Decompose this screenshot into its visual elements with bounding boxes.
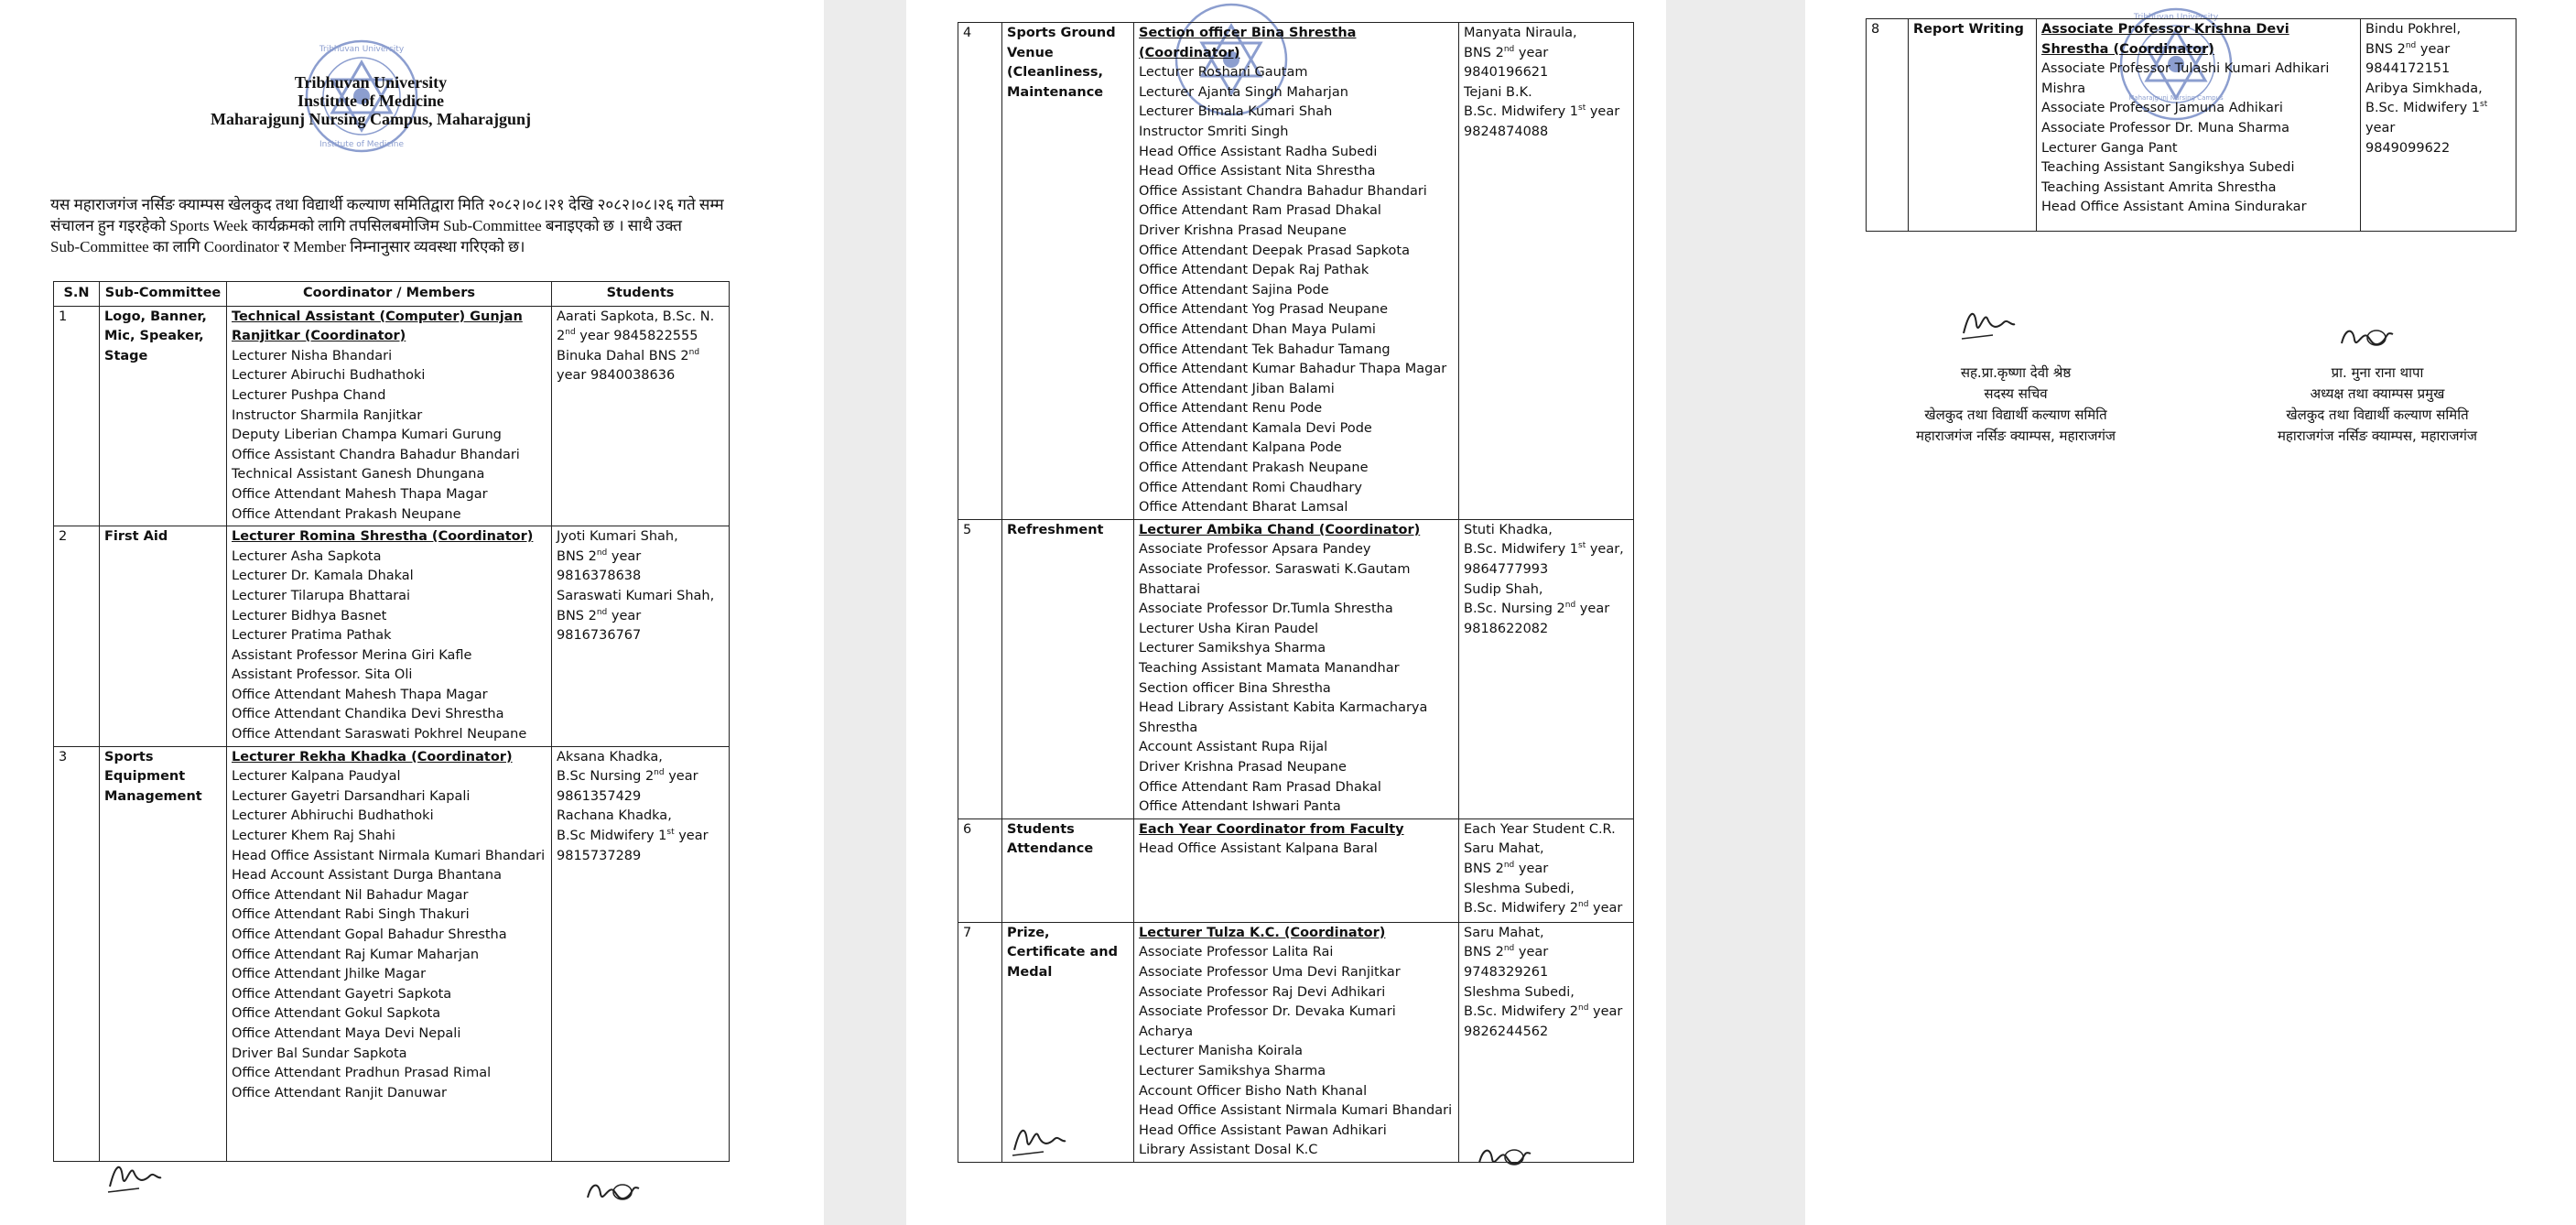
coordinator: Lecturer Ambika Chand (Coordinator) [1139, 522, 1421, 537]
member: Office Attendant Saraswati Pokhrel Neupane [232, 727, 527, 743]
table-row [54, 746, 730, 1161]
document-page-2 [906, 0, 1666, 1225]
student-line: B.Sc. Midwifery 1st year [2365, 100, 2488, 136]
member: Driver Bal Sundar Sapkota [232, 1046, 407, 1061]
row-students [552, 306, 730, 526]
member: Associate Professor Raj Devi Adhikari [1139, 984, 1386, 1000]
coordinator: Section officer Bina Shrestha (Coordinator) [1139, 26, 1357, 60]
member: Head Library Assistant Kabita Karmacharya Shrestha [1139, 700, 1428, 735]
member: Office Attendant Ishwari Panta [1139, 799, 1341, 815]
subcommittee-table-continued [958, 22, 1634, 1163]
member: Associate Professor Dr. Muna Sharma [2041, 120, 2289, 136]
row-subcommittee: Students Attendance [1002, 818, 1134, 922]
signature-member-secretary [103, 1155, 167, 1198]
student-line: 9861357429 [557, 788, 642, 804]
student-line: Aribya Simkhada, [2365, 81, 2483, 96]
student-line: 9826244562 [1464, 1024, 1549, 1039]
coordinator: Associate Professor Krishna Devi Shrestha (Coordinator) [2041, 22, 2289, 57]
member: Driver Krishna Prasad Neupane [1139, 759, 1347, 775]
member: Head Account Assistant Durga Bhantana [232, 868, 502, 884]
student-line: 9849099622 [2365, 140, 2451, 156]
intro-line: संचालन हुन गइरहेको Sports Week कार्यक्रमको लागि तपसिलबमोजिम Sub-Committee बनाइएको छ । साथै उक्त [50, 217, 682, 234]
member: Office Attendant Prakash Neupane [232, 506, 461, 522]
student-line: Saru Mahat, [1464, 925, 1544, 940]
member: Assistant Professor. Sita Oli [232, 667, 413, 683]
row-members [1134, 23, 1459, 520]
member: Lecturer Abhiruchi Budhathoki [232, 808, 434, 824]
member: Head Office Assistant Radha Subedi [1139, 144, 1378, 159]
stamp-inner-text: Maharajgunj Nursing Campus [2128, 94, 2224, 102]
member: Lecturer Abiruchi Budhathoki [232, 368, 426, 384]
row-subcommittee: Report Writing [1909, 19, 2037, 232]
student-line: Binuka Dahal BNS 2nd [557, 347, 700, 363]
signatory-member-secretary [1878, 363, 2153, 447]
row-sn: 7 [958, 922, 1002, 1162]
member: Office Attendant Chandika Devi Shrestha [232, 707, 504, 722]
subcommittee-table [53, 281, 730, 1162]
member: Account Assistant Rupa Rijal [1139, 740, 1328, 755]
member: Office Attendant Renu Pode [1139, 401, 1323, 417]
member: Office Attendant Mahesh Thapa Magar [232, 687, 488, 702]
header-sn: S.N [54, 282, 100, 307]
member: Office Assistant Chandra Bahadur Bhandari [1139, 183, 1427, 199]
signatory-name: प्रा. मुना राना थापा [2331, 364, 2424, 381]
member: Associate Professor Lalita Rai [1139, 945, 1334, 960]
coordinator: Technical Assistant (Computer) Gunjan Ranjitkar (Coordinator) [232, 309, 523, 344]
header-students: Students [552, 282, 730, 307]
member: Associate Professor Tulashi Kumari Adhikari Mishra [2041, 61, 2330, 96]
member: Office Attendant Raj Kumar Maharjan [232, 947, 480, 962]
member: Office Attendant Kumar Bahadur Thapa Magar [1139, 362, 1447, 377]
stamp-bottom-text: Institute of Medicine [319, 140, 404, 149]
signature-chairperson [582, 1170, 646, 1212]
student-line: year 9840038636 [557, 368, 676, 384]
student-line: 9864777993 [1464, 562, 1549, 578]
student-line: 9840196621 [1464, 65, 1549, 81]
student-line: Aarati Sapkota, B.Sc. N. [557, 309, 715, 324]
member: Library Assistant Dosal K.C [1139, 1143, 1318, 1158]
row-students [1459, 922, 1634, 1162]
row-sn: 8 [1867, 19, 1909, 232]
student-line: Aksana Khadka, [557, 749, 663, 764]
member: Lecturer Roshani Gautam [1139, 65, 1308, 81]
intro-paragraph [50, 194, 728, 257]
student-line: Sudip Shah, [1464, 581, 1543, 597]
stamp-top-text: Tribhuvan University [2133, 13, 2219, 22]
row-sn: 4 [958, 23, 1002, 520]
member: Associate Professor Dr. Devaka Kumari Acharya [1139, 1004, 1396, 1039]
student-line: 9818622082 [1464, 621, 1549, 636]
member: Lecturer Samikshya Sharma [1139, 1064, 1326, 1079]
member: Office Attendant Kamala Devi Pode [1139, 420, 1372, 436]
member: Associate Professor Uma Devi Ranjitkar [1139, 965, 1401, 981]
student-line: 9748329261 [1464, 965, 1549, 981]
student-line: B.Sc. Midwifery 1st year, [1464, 541, 1624, 558]
row-students [1459, 23, 1634, 520]
signatory-name: सह.प्रा.कृष्णा देवी श्रेष्ठ [1960, 364, 2072, 381]
row-students [1459, 818, 1634, 922]
student-line: Sleshma Subedi, [1464, 984, 1575, 1000]
student-line: 9824874088 [1464, 124, 1549, 139]
student-line: Bindu Pokhrel, [2365, 22, 2462, 37]
member: Head Office Assistant Nirmala Kumari Bhandari [232, 848, 546, 863]
student-line: 9815737289 [557, 848, 642, 863]
member: Driver Krishna Prasad Neupane [1139, 222, 1347, 238]
table-header-row [54, 282, 730, 307]
student-line: 9816736767 [557, 628, 642, 644]
row-subcommittee: Sports Equipment Management [100, 746, 227, 1161]
stamp-top-text: Tribhuvan University [319, 45, 405, 54]
student-line: Saru Mahat, [1464, 841, 1544, 857]
header-coordinator-members: Coordinator / Members [227, 282, 552, 307]
student-line: Sleshma Subedi, [1464, 881, 1575, 896]
member: Office Attendant Kalpana Pode [1139, 440, 1342, 456]
student-line: BNS 2nd year [1464, 944, 1549, 960]
student-line: BNS 2nd year [2365, 40, 2451, 57]
signatory-committee: खेलकुद तथा विद्यार्थी कल्याण समिति [2286, 407, 2469, 423]
member: Lecturer Nisha Bhandari [232, 348, 393, 363]
student-line: Rachana Khadka, [557, 808, 672, 824]
table-row [958, 23, 1634, 520]
row-students [552, 526, 730, 747]
member: Office Attendant Deepak Prasad Sapkota [1139, 243, 1410, 258]
coordinator: Lecturer Romina Shrestha (Coordinator) [232, 529, 534, 545]
member: Office Assistant Chandra Bahadur Bhandari [232, 447, 520, 462]
member: Office Attendant Depak Raj Pathak [1139, 263, 1369, 278]
table-row [958, 519, 1634, 818]
member: Head Office Assistant Pawan Adhikari [1139, 1122, 1387, 1138]
member: Lecturer Ganga Pant [2041, 140, 2178, 156]
student-line: Tejani B.K. [1464, 84, 1532, 100]
student-line: 9844172151 [2365, 61, 2451, 77]
member: Teaching Assistant Sangikshya Subedi [2041, 160, 2295, 176]
table-row [958, 818, 1634, 922]
institute-name: Institute of Medicine [298, 92, 444, 110]
signature-member-secretary [1007, 1119, 1071, 1161]
row-subcommittee: First Aid [100, 526, 227, 747]
member: Office Attendant Nil Bahadur Magar [232, 887, 469, 903]
member: Lecturer Dr. Kamala Dhakal [232, 569, 414, 584]
member: Office Attendant Sajina Pode [1139, 282, 1329, 298]
student-line: Jyoti Kumari Shah, [557, 529, 678, 545]
coordinator: Lecturer Tulza K.C. (Coordinator) [1139, 925, 1386, 940]
row-sn: 3 [54, 746, 100, 1161]
student-line: Stuti Khadka, [1464, 522, 1553, 537]
member: Lecturer Tilarupa Bhattarai [232, 588, 411, 603]
row-members [227, 306, 552, 526]
row-sn: 5 [958, 519, 1002, 818]
row-sn: 2 [54, 526, 100, 747]
row-students [1459, 519, 1634, 818]
student-line: B.Sc. Midwifery 2nd year [1464, 900, 1623, 916]
member: Section officer Bina Shrestha [1139, 680, 1331, 696]
signatory-campus: महाराजगंज नर्सिङ क्याम्पस, महाराजगंज [1915, 428, 2116, 444]
signature-chairperson [2336, 316, 2400, 358]
header-subcommittee: Sub-Committee [100, 282, 227, 307]
subcommittee-table-continued [1866, 18, 2516, 232]
member: Office Attendant Rabi Singh Thakuri [232, 907, 470, 923]
member: Associate Professor. Saraswati K.Gautam Bhattarai [1139, 562, 1411, 597]
document-page-3 [1805, 0, 2576, 1225]
member: Associate Professor Dr.Tumla Shrestha [1139, 602, 1393, 617]
member: Account Officer Bisho Nath Khanal [1139, 1083, 1368, 1099]
member: Office Attendant Ranjit Danuwar [232, 1085, 447, 1100]
row-subcommittee: Refreshment [1002, 519, 1134, 818]
signatory-committee: खेलकुद तथा विद्यार्थी कल्याण समिति [1924, 407, 2107, 423]
student-line: B.Sc Nursing 2nd year [557, 768, 698, 785]
member: Office Attendant Tek Bahadur Tamang [1139, 341, 1391, 357]
row-subcommittee: Sports Ground Venue (Cleanliness, Maintenance [1002, 23, 1134, 520]
member: Office Attendant Dhan Maya Pulami [1139, 321, 1376, 337]
student-line: 2nd year 9845822555 [557, 328, 698, 344]
student-line: B.Sc. Midwifery 1st year [1464, 103, 1620, 120]
row-subcommittee: Prize, Certificate and Medal [1002, 922, 1134, 1162]
student-line: BNS 2nd year [1464, 861, 1549, 877]
member: Office Attendant Bharat Lamsal [1139, 500, 1348, 515]
row-students [552, 746, 730, 1161]
member: Lecturer Manisha Koirala [1139, 1044, 1304, 1059]
table-row [54, 526, 730, 747]
signatory-campus: महाराजगंज नर्सिङ क्याम्पस, महाराजगंज [2277, 428, 2478, 444]
row-students [2361, 19, 2516, 232]
student-line: 9816378638 [557, 569, 642, 584]
member: Office Attendant Yog Prasad Neupane [1139, 302, 1389, 318]
table-row [1867, 19, 2516, 232]
member: Technical Assistant Ganesh Dhungana [232, 467, 485, 482]
member: Office Attendant Mahesh Thapa Magar [232, 486, 488, 502]
member: Lecturer Gayetri Darsandhari Kapali [232, 788, 471, 804]
member: Lecturer Usha Kiran Paudel [1139, 621, 1319, 636]
member: Lecturer Bidhya Basnet [232, 608, 387, 623]
row-sn: 6 [958, 818, 1002, 922]
member: Lecturer Pushpa Chand [232, 387, 386, 403]
row-subcommittee: Logo, Banner, Mic, Speaker, Stage [100, 306, 227, 526]
campus-name: Maharajgunj Nursing Campus, Maharajgunj [210, 110, 532, 128]
document-page-1 [0, 0, 824, 1225]
member: Office Attendant Romi Chaudhary [1139, 480, 1362, 495]
member: Office Attendant Jiban Balami [1139, 381, 1335, 396]
row-members [227, 526, 552, 747]
member: Office Attendant Maya Devi Nepali [232, 1025, 461, 1041]
row-members [1134, 922, 1459, 1162]
signatory-title: सदस्य सचिव [1984, 385, 2048, 402]
coordinator: Each Year Coordinator from Faculty [1139, 821, 1404, 837]
member: Lecturer Bimala Kumari Shah [1139, 104, 1333, 120]
member: Office Attendant Ram Prasad Dhakal [1139, 203, 1381, 219]
signature-member-secretary [1956, 302, 2020, 344]
row-members [1134, 818, 1459, 922]
signatory-title: अध्यक्ष तथा क्याम्पस प्रमुख [2310, 385, 2445, 402]
member: Office Attendant Gopal Bahadur Shrestha [232, 927, 507, 942]
row-members [227, 746, 552, 1161]
intro-line: Sub-Committee का लागि Coordinator र Member निम्नानुसार व्यवस्था गरिएको छ। [50, 238, 525, 255]
member: Office Attendant Gokul Sapkota [232, 1006, 441, 1022]
student-line: B.Sc. Nursing 2nd year [1464, 601, 1610, 617]
member: Head Office Assistant Kalpana Baral [1139, 841, 1378, 857]
member: Office Attendant Gayetri Sapkota [232, 986, 452, 1002]
member: Instructor Smriti Singh [1139, 124, 1289, 139]
letterhead [179, 73, 563, 128]
signature-chairperson [1474, 1135, 1538, 1177]
member: Lecturer Samikshya Sharma [1139, 641, 1326, 656]
member: Lecturer Khem Raj Shahi [232, 829, 395, 844]
member: Head Office Assistant Nirmala Kumari Bhandari [1139, 1103, 1453, 1119]
student-line: Manyata Niraula, [1464, 26, 1577, 40]
member: Lecturer Pratima Pathak [232, 628, 392, 644]
member: Associate Professor Apsara Pandey [1139, 542, 1371, 558]
university-name: Tribhuvan University [294, 73, 448, 92]
member: Deputy Liberian Champa Kumari Gurung [232, 428, 502, 443]
row-sn: 1 [54, 306, 100, 526]
member: Office Attendant Jhilke Magar [232, 967, 427, 982]
member: Office Attendant Pradhun Prasad Rimal [232, 1066, 492, 1081]
member: Lecturer Ajanta Singh Maharjan [1139, 84, 1348, 100]
member: Head Office Assistant Nita Shrestha [1139, 164, 1376, 179]
student-line: B.Sc. Midwifery 2nd year [1464, 1003, 1623, 1020]
student-line: BNS 2nd year [557, 547, 642, 564]
member: Office Attendant Ram Prasad Dhakal [1139, 779, 1381, 795]
coordinator: Lecturer Rekha Khadka (Coordinator) [232, 749, 513, 764]
signatory-chairperson [2235, 363, 2519, 447]
student-line: Saraswati Kumari Shah, [557, 588, 715, 603]
table-row [54, 306, 730, 526]
member: Head Office Assistant Amina Sindurakar [2041, 200, 2307, 215]
student-line: BNS 2nd year [1464, 44, 1549, 60]
member: Instructor Sharmila Ranjitkar [232, 407, 423, 423]
row-members [1134, 519, 1459, 818]
student-line: B.Sc Midwifery 1st year [557, 828, 709, 844]
member: Lecturer Asha Sapkota [232, 548, 382, 564]
student-line: BNS 2nd year [557, 607, 642, 623]
member: Teaching Assistant Mamata Manandhar [1139, 661, 1400, 676]
member: Office Attendant Prakash Neupane [1139, 461, 1369, 476]
student-line: Each Year Student C.R. [1464, 821, 1616, 837]
member: Teaching Assistant Amrita Shrestha [2041, 179, 2277, 195]
row-members [2037, 19, 2361, 232]
member: Associate Professor Jamuna Adhikari [2041, 101, 2283, 116]
member: Assistant Professor Merina Giri Kafle [232, 647, 472, 663]
member: Lecturer Kalpana Paudyal [232, 769, 401, 785]
intro-line: यस महाराजगंज नर्सिङ क्याम्पस खेलकुद तथा विद्यार्थी कल्याण समितिद्वारा मिति २०८२।०८।२१ देखि २०८२।०८।२६ गते सम्म [50, 196, 724, 213]
